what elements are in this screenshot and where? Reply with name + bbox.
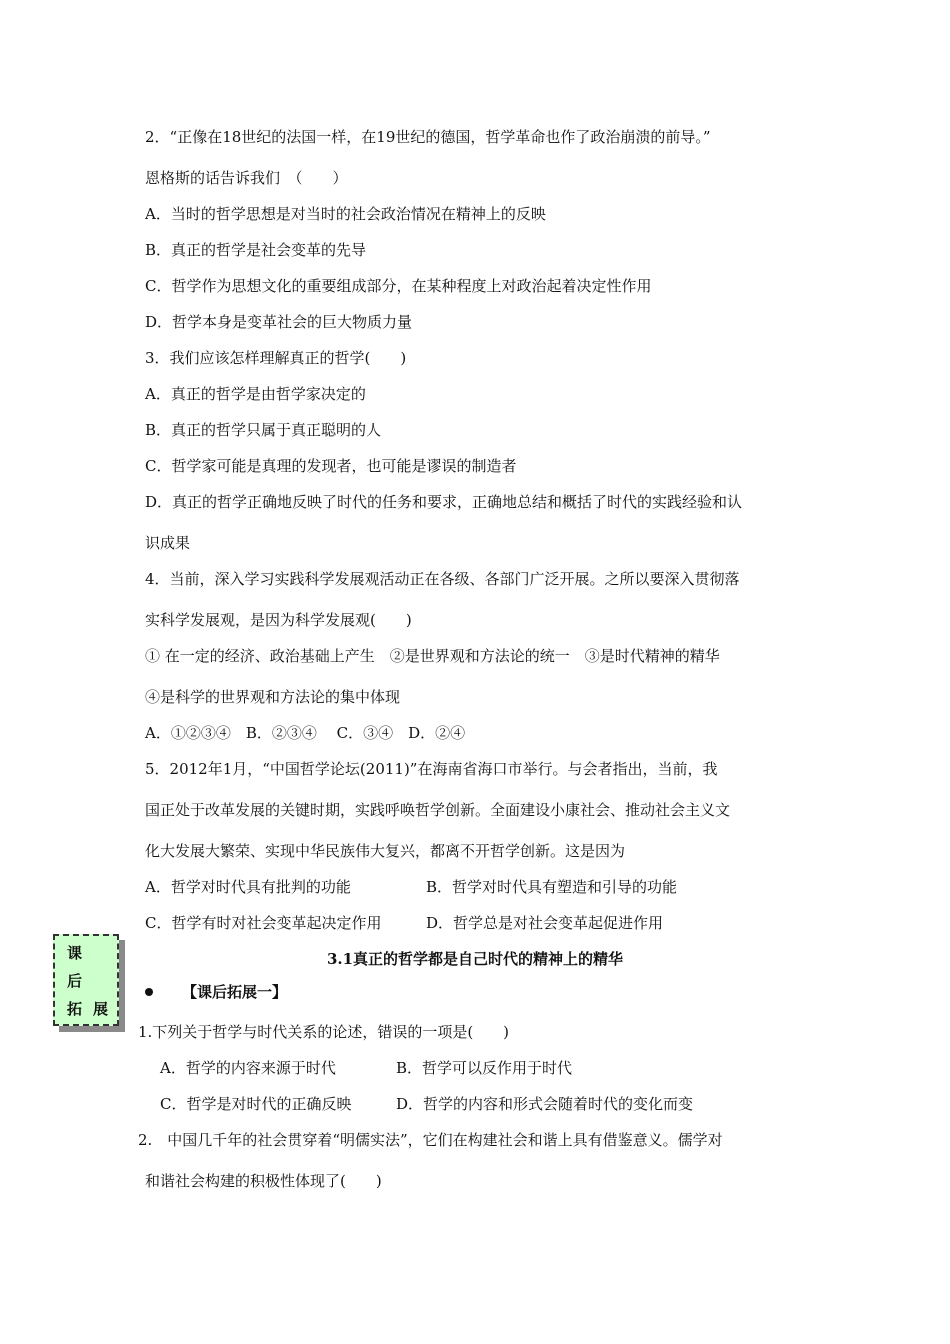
question-5-stem-line-3: 化大发展大繁荣、实现中华民族伟大复兴，都离不开哲学创新。这是因为 [145,842,626,860]
tag-char-4: 展 [93,1000,109,1018]
ext-question-1-option-b: B．哲学可以反作用于时代 [396,1059,573,1077]
section-title: 3.1真正的哲学都是自己时代的精神上的精华 [326,950,624,968]
question-4-statements-line-1: ① 在一定的经济、政治基础上产生 ②是世界观和方法论的统一 ③是时代精神的精华 [145,647,720,665]
tag-char-1: 课 [67,944,83,962]
question-4-stem-line-2: 实科学发展观，是因为科学发展观( ) [145,611,412,629]
question-3-stem: 3．我们应该怎样理解真正的哲学( ) [145,349,407,367]
extension-title: 【课后拓展一】 [182,983,288,1001]
question-4-options: A．①②③④ B．②③④ C．③④ D．②④ [145,724,466,742]
question-3-option-d-continued: 识成果 [145,534,191,552]
question-5-option-c: C．哲学有时对社会变革起决定作用 [145,914,382,932]
ext-question-1-option-a: A．哲学的内容来源于时代 [160,1059,336,1077]
question-3-option-d: D．真正的哲学正确地反映了时代的任务和要求，正确地总结和概括了时代的实践经验和认 [145,493,743,511]
tag-char-3: 拓 [67,1000,83,1018]
question-3-option-b: B．真正的哲学只属于真正聪明的人 [145,421,382,439]
question-2-stem-line-1: 2．“正像在18世纪的法国一样，在19世纪的德国，哲学革命也作了政治崩溃的前导。” [145,128,711,146]
question-4-statements-line-2: ④是科学的世界观和方法论的集中体现 [145,688,401,706]
ext-question-2-stem-line-2: 和谐社会构建的积极性体现了( ) [145,1172,382,1190]
question-3-option-a: A．真正的哲学是由哲学家决定的 [145,385,366,403]
question-4-stem-line-1: 4．当前，深入学习实践科学发展观活动正在各级、各部门广泛开展。之所以要深入贯彻落 [145,570,740,588]
question-2-option-b: B．真正的哲学是社会变革的先导 [145,241,367,259]
ext-question-1-stem: 1.下列关于哲学与时代关系的论述，错误的一项是( ) [138,1023,510,1041]
ext-question-1-option-c: C．哲学是对时代的正确反映 [160,1095,352,1113]
question-5-option-a: A．哲学对时代具有批判的功能 [145,878,351,896]
question-2-option-c: C．哲学作为思想文化的重要组成部分，在某种程度上对政治起着决定性作用 [145,277,652,295]
bullet-icon [145,988,153,996]
question-5-option-b: B．哲学对时代具有塑造和引导的功能 [426,878,678,896]
after-class-extension-tag [53,934,119,1026]
tag-char-2: 后 [67,972,83,990]
ext-question-2-stem-line-1: 2. 中国几千年的社会贯穿着“明儒实法”，它们在构建社会和谐上具有借鉴意义。儒学对 [138,1131,723,1149]
question-5-option-d: D．哲学总是对社会变革起促进作用 [426,914,664,932]
question-3-option-c: C．哲学家可能是真理的发现者，也可能是谬误的制造者 [145,457,517,475]
question-2-option-a: A．当时的哲学思想是对当时的社会政治情况在精神上的反映 [145,205,546,223]
question-5-stem-line-2: 国正处于改革发展的关键时期，实践呼唤哲学创新。全面建设小康社会、推动社会主义文 [145,801,731,819]
question-5-stem-line-1: 5．2012年1月，“中国哲学论坛(2011)”在海南省海口市举行。与会者指出，当前，我 [145,760,718,778]
question-2-option-d: D．哲学本身是变革社会的巨大物质力量 [145,313,413,331]
question-2-stem-line-2: 恩格斯的话告诉我们 （ ） [145,169,348,187]
ext-question-1-option-d: D．哲学的内容和形式会随着时代的变化而变 [396,1095,694,1113]
